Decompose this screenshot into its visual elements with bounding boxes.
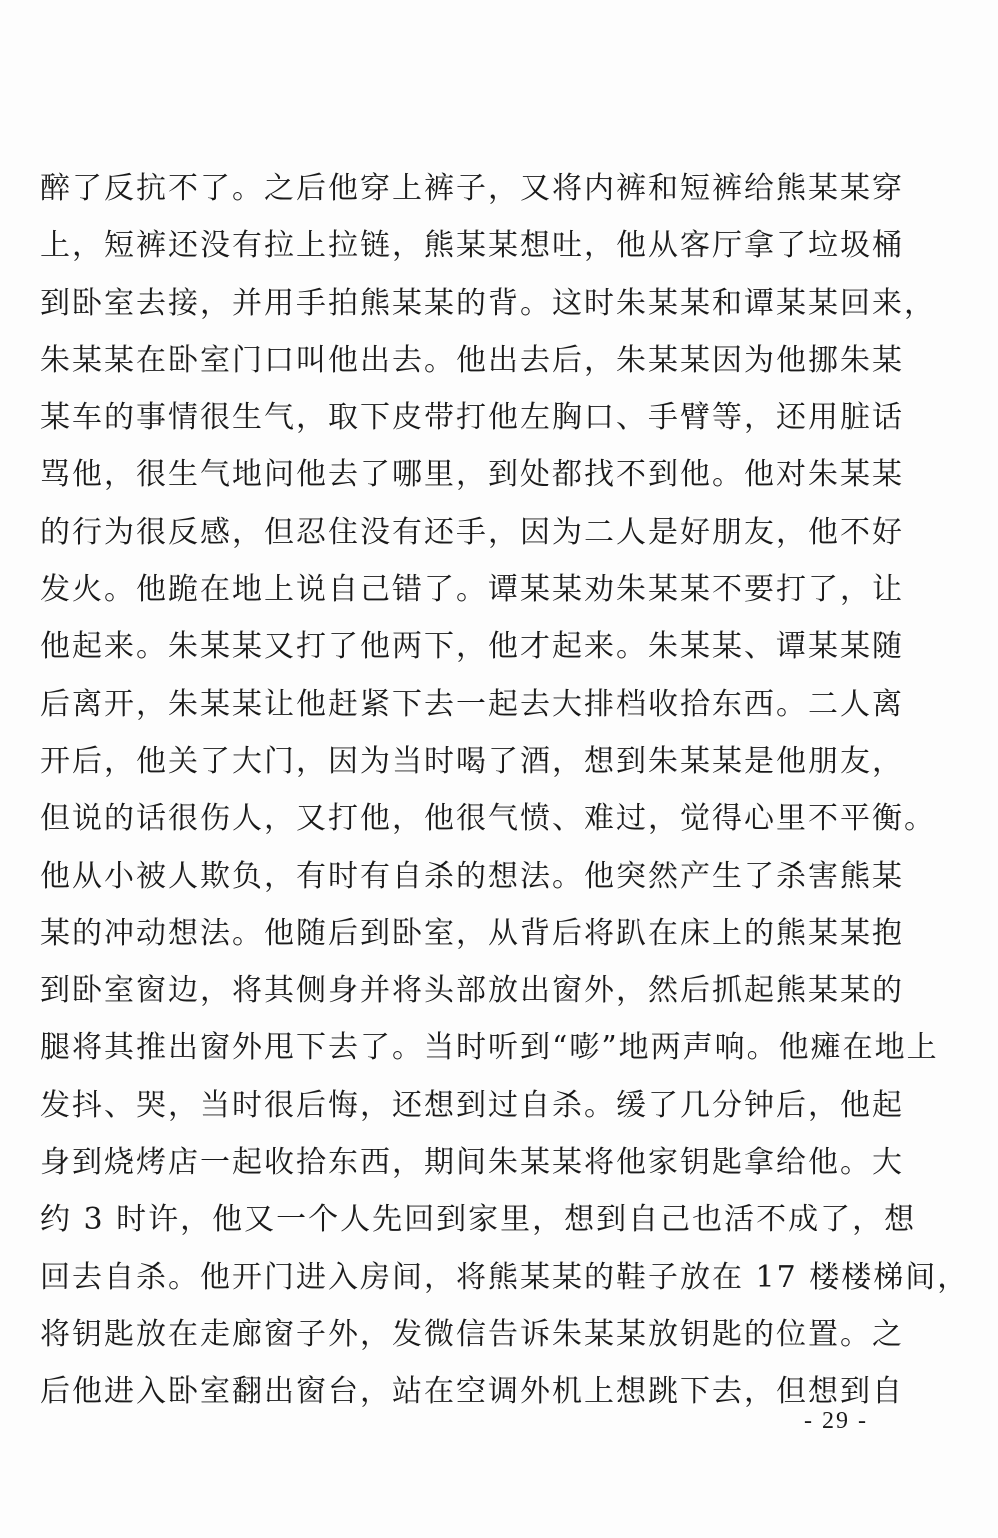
text-line-2: 上，短裤还没有拉上拉链，熊某某想吐，他从客厅拿了垃圾桶 xyxy=(40,228,904,264)
text-line-8: 发火。他跪在地上说自己错了。谭某某劝朱某某不要打了，让 xyxy=(40,572,904,608)
text-line-15: 到卧室窗边，将其侧身并将头部放出窗外，然后抓起熊某某的 xyxy=(40,973,904,1009)
body-text xyxy=(40,160,970,1421)
text-line-20: 回去自杀。他开门进入房间，将熊某某的鞋子放在 17 楼楼梯间， xyxy=(40,1259,970,1295)
text-line-5: 某车的事情很生气，取下皮带打他左胸口、手臂等，还用脏话 xyxy=(40,400,904,436)
text-line-4: 朱某某在卧室门口叫他出去。他出去后，朱某某因为他挪朱某 xyxy=(40,342,904,378)
text-line-10: 后离开，朱某某让他赶紧下去一起去大排档收拾东西。二人离 xyxy=(40,686,904,722)
text-line-9: 他起来。朱某某又打了他两下，他才起来。朱某某、谭某某随 xyxy=(40,629,904,665)
text-line-1: 醉了反抗不了。之后他穿上裤子，又将内裤和短裤给熊某某穿 xyxy=(40,171,904,206)
text-line-12: 但说的话很伤人，又打他，他很气愤、难过，觉得心里不平衡。 xyxy=(40,801,936,837)
text-line-21: 将钥匙放在走廊窗子外，发微信告诉朱某某放钥匙的位置。之 xyxy=(40,1316,904,1352)
text-line-17: 发抖、哭，当时很后悔，还想到过自杀。缓了几分钟后，他起 xyxy=(40,1087,904,1123)
text-line-22: 后他进入卧室翻出窗台，站在空调外机上想跳下去，但想到自 xyxy=(40,1374,904,1410)
text-line-6: 骂他，很生气地问他去了哪里，到处都找不到他。他对朱某某 xyxy=(40,457,904,493)
text-line-11: 开后，他关了大门，因为当时喝了酒，想到朱某某是他朋友， xyxy=(40,743,904,779)
text-line-18: 身到烧烤店一起收拾东西，期间朱某某将他家钥匙拿给他。大 xyxy=(40,1145,904,1181)
text-line-13: 他从小被人欺负，有时有自杀的想法。他突然产生了杀害熊某 xyxy=(40,858,904,894)
page-number: - 29 - xyxy=(804,1408,868,1434)
text-line-3: 到卧室去接，并用手拍熊某某的背。这时朱某某和谭某某回来， xyxy=(40,285,936,321)
text-line-16: 腿将其推出窗外甩下去了。当时听到“嘭”地两声响。他瘫在地上 xyxy=(40,1030,939,1066)
text-line-7: 的行为很反感，但忍住没有还手，因为二人是好朋友，他不好 xyxy=(40,514,904,550)
text-line-19: 约 3 时许，他又一个人先回到家里，想到自己也活不成了，想 xyxy=(40,1202,917,1238)
text-line-14: 某的冲动想法。他随后到卧室，从背后将趴在床上的熊某某抱 xyxy=(40,915,904,951)
